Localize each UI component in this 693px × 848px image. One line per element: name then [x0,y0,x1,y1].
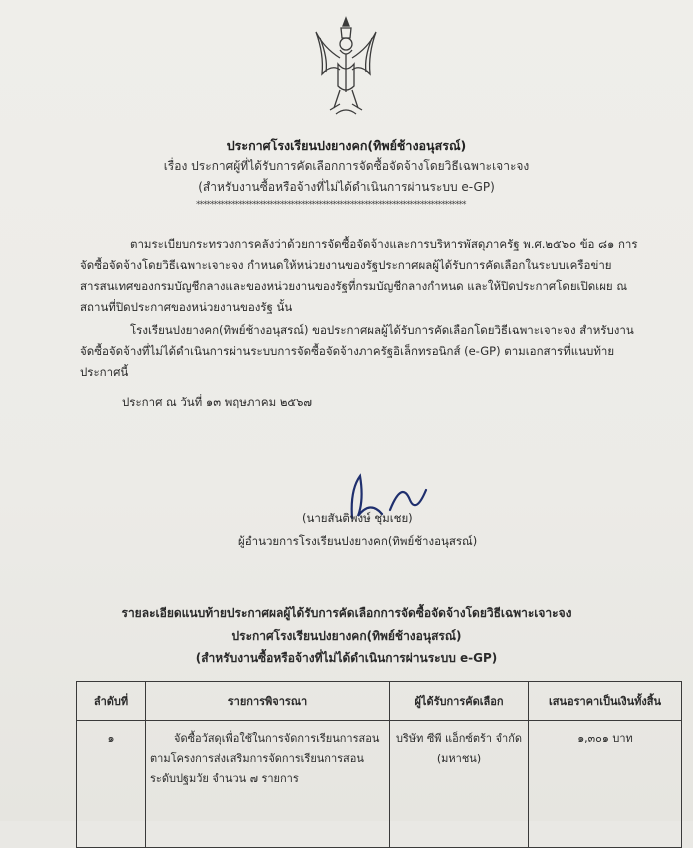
signatory-position: ผู้อำนวยการโรงเรียนปงยางคก(ทิพย์ช้างอนุสรณ์) [238,534,478,548]
col-header-vendor: ผู้ได้รับการคัดเลือก [390,682,529,721]
star-divider: ***************************************************************************** [196,200,466,210]
cell-price: ๑,๓๐๑ บาท [529,721,682,848]
announce-date: ประกาศ ณ วันที่ ๑๓ พฤษภาคม ๒๕๖๗ [122,395,313,409]
signatory-name: (นายสันติพงษ์ ชุ่มเชย) [302,511,413,525]
announcement-title: ประกาศโรงเรียนปงยางคก(ทิพย์ช้างอนุสรณ์) [226,138,467,153]
announcement-scope: (สำหรับงานซื้อหรือจ้างที่ไม่ได้ดำเนินการผ่านระบบ e-GP) [198,180,495,194]
attachment-title: รายละเอียดแนบท้ายประกาศผลผู้ได้รับการคัดเลือกการจัดซื้อจัดจ้างโดยวิธีเฉพาะเจาะจง [121,606,572,620]
col-header-price: เสนอราคาเป็นเงินทั้งสิ้น [529,682,682,721]
col-header-item: รายการพิจารณา [146,682,390,721]
body-paragraph-1: ตามระเบียบกระทรวงการคลังว่าด้วยการจัดซื้อจัดจ้างและการบริหารพัสดุภาครัฐ พ.ศ.๒๕๖๐ ข้อ ๘๑ การจัดซื้อจัดจ้างโดยวิธีเฉพาะเจาะจง กำหนดให้หน่วยงานของรัฐประกาศผลผู้ได้รับการคัดเลือกในระบบเครือข่ายสารสนเทศของกรมบัญชีกลางและของหน่วยงานของรัฐที่กรมบัญชีกลางกำหนด และให้ปิดประกาศโดยเปิดเผย ณ สถานที่ปิดประกาศของหน่วยงานของรัฐ นั้น [80,237,638,314]
garuda-emblem-icon [310,14,382,120]
table-header-row [77,682,682,721]
table-row [77,721,682,848]
attachment-school: ประกาศโรงเรียนปงยางคก(ทิพย์ช้างอนุสรณ์) [231,629,462,643]
announcement-subject: เรื่อง ประกาศผู้ที่ได้รับการคัดเลือกการจัดซื้อจัดจ้างโดยวิธีเฉพาะเจาะจง [163,159,530,173]
results-table [76,681,682,848]
cell-item: จัดซื้อวัสดุเพื่อใช้ในการจัดการเรียนการสอน ตามโครงการส่งเสริมการจัดการเรียนการสอนระดับปฐมวัย จำนวน ๗ รายการ [146,721,390,848]
cell-vendor: บริษัท ซีพี แอ็กซ์ตร้า จำกัด (มหาชน) [390,721,529,848]
attachment-scope: (สำหรับงานซื้อหรือจ้างที่ไม่ได้ดำเนินการผ่านระบบ e-GP) [195,651,498,665]
cell-number: ๑ [77,721,146,848]
col-header-number: ลำดับที่ [77,682,146,721]
body-paragraph-2: โรงเรียนปงยางคก(ทิพย์ช้างอนุสรณ์) ขอประกาศผลผู้ได้รับการคัดเลือกโดยวิธีเฉพาะเจาะจง สำหรับงานจัดซื้อจัดจ้างที่ไม่ได้ดำเนินการผ่านระบบการจัดซื้อจัดจ้างภาครัฐอิเล็กทรอนิกส์ (e-GP) ตามเอกสารที่แนบท้ายประกาศนี้ [80,323,634,379]
